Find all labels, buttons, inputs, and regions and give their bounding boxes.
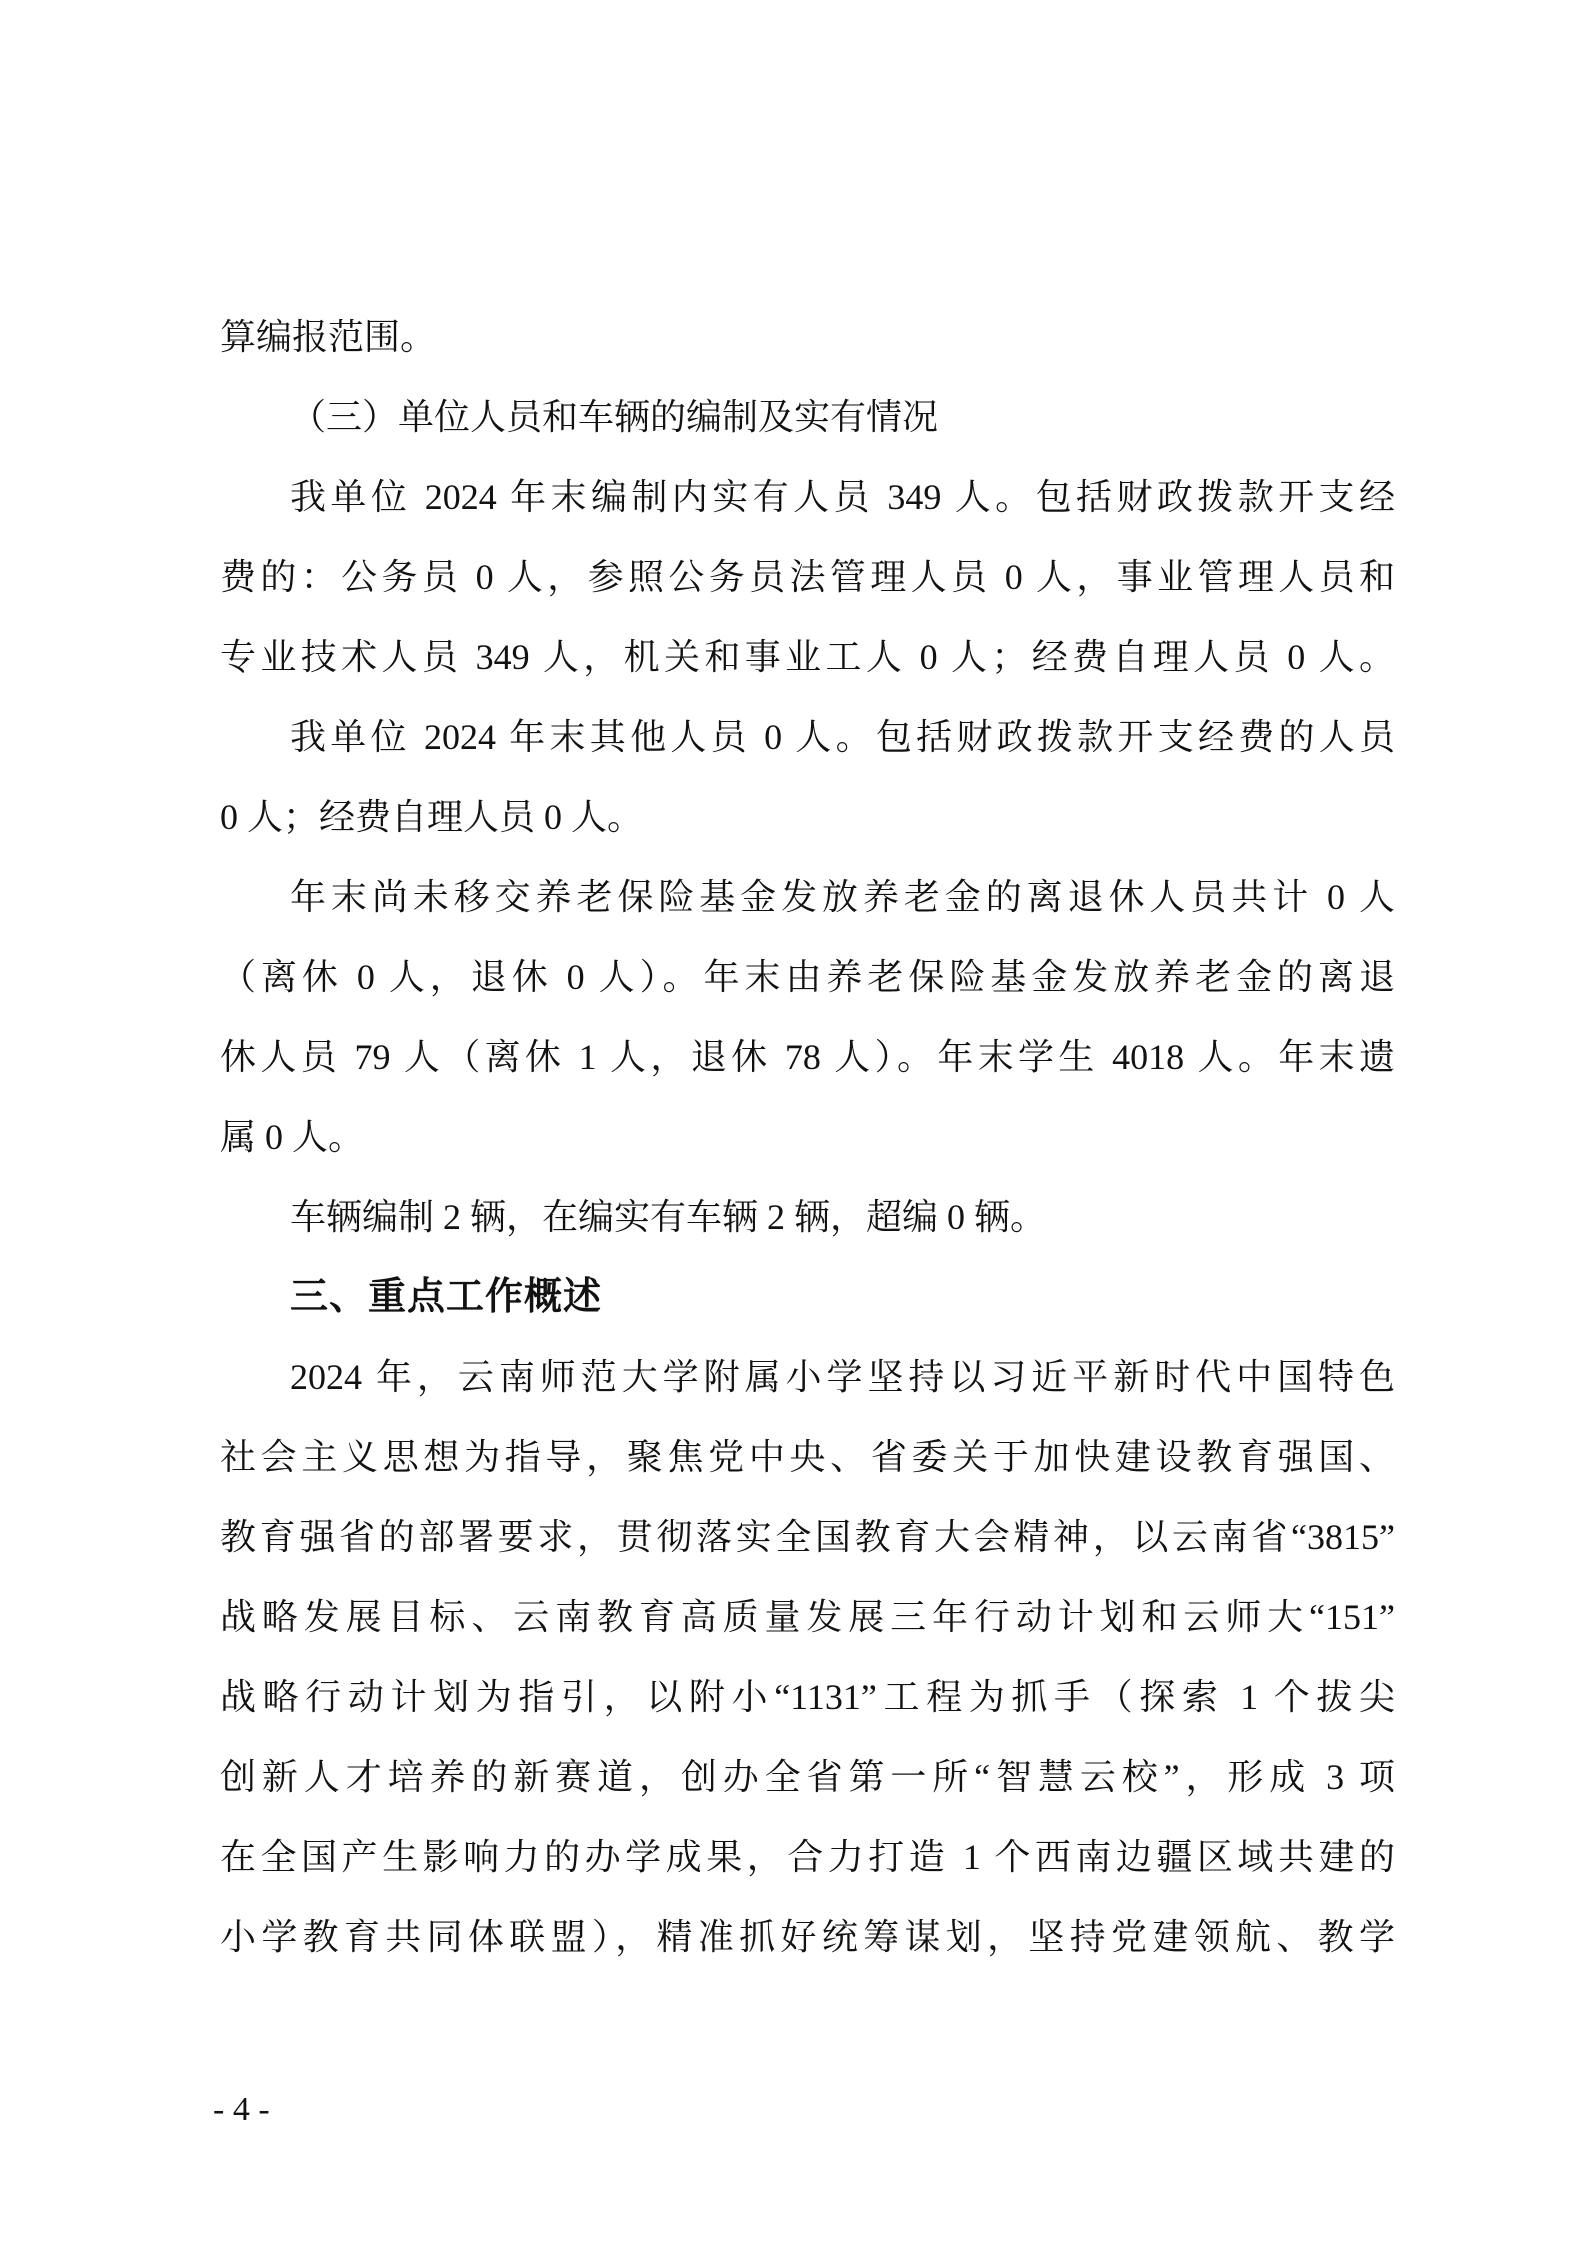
text-line: 小学教育共同体联盟），精准抓好统筹谋划，坚持党建领航、教学 xyxy=(220,1917,1395,1957)
text-line: 车辆编制 2 辆，在编实有车辆 2 辆，超编 0 辆。 xyxy=(290,1197,1047,1237)
text-line: 战略行动计划为指引，以附小“1131”工程为抓手（探索 1 个拔尖 xyxy=(220,1677,1395,1717)
text-line: 教育强省的部署要求，贯彻落实全国教育大会精神，以云南省“3815” xyxy=(220,1517,1395,1557)
text-line: 我单位 2024 年末其他人员 0 人。包括财政拨款开支经费的人员 xyxy=(290,717,1395,757)
text-line: （离休 0 人，退休 0 人）。年末由养老保险基金发放养老金的离退 xyxy=(220,957,1395,997)
text-line: 年末尚未移交养老保险基金发放养老金的离退休人员共计 0 人 xyxy=(290,877,1395,917)
text-line: 费的：公务员 0 人，参照公务员法管理人员 0 人，事业管理人员和 xyxy=(220,557,1395,597)
text-line: 社会主义思想为指导，聚焦党中央、省委关于加快建设教育强国、 xyxy=(220,1437,1395,1477)
text-line: 休人员 79 人（离休 1 人，退休 78 人）。年末学生 4018 人。年末遗 xyxy=(220,1037,1395,1077)
text-line: 专业技术人员 349 人，机关和事业工人 0 人；经费自理人员 0 人。 xyxy=(220,637,1395,677)
text-line: 战略发展目标、云南教育高质量发展三年行动计划和云师大“151” xyxy=(220,1597,1395,1637)
section-heading: 三、重点工作概述 xyxy=(290,1276,603,1318)
text-line: 我单位 2024 年末编制内实有人员 349 人。包括财政拨款开支经 xyxy=(290,477,1395,517)
footer-page-number: - 4 - xyxy=(213,2091,270,2128)
text-line: 0 人；经费自理人员 0 人。 xyxy=(220,797,644,837)
text-line: 2024 年，云南师范大学附属小学坚持以习近平新时代中国特色 xyxy=(290,1357,1395,1397)
text-line: 创新人才培养的新赛道，创办全省第一所“智慧云校”，形成 3 项 xyxy=(220,1757,1395,1797)
text-line: 算编报范围。 xyxy=(220,317,437,357)
document-body xyxy=(220,297,1395,1977)
text-line: （三）单位人员和车辆的编制及实有情况 xyxy=(290,397,939,437)
text-line: 属 0 人。 xyxy=(220,1117,365,1157)
text-line: 在全国产生影响力的办学成果，合力打造 1 个西南边疆区域共建的 xyxy=(220,1837,1395,1877)
